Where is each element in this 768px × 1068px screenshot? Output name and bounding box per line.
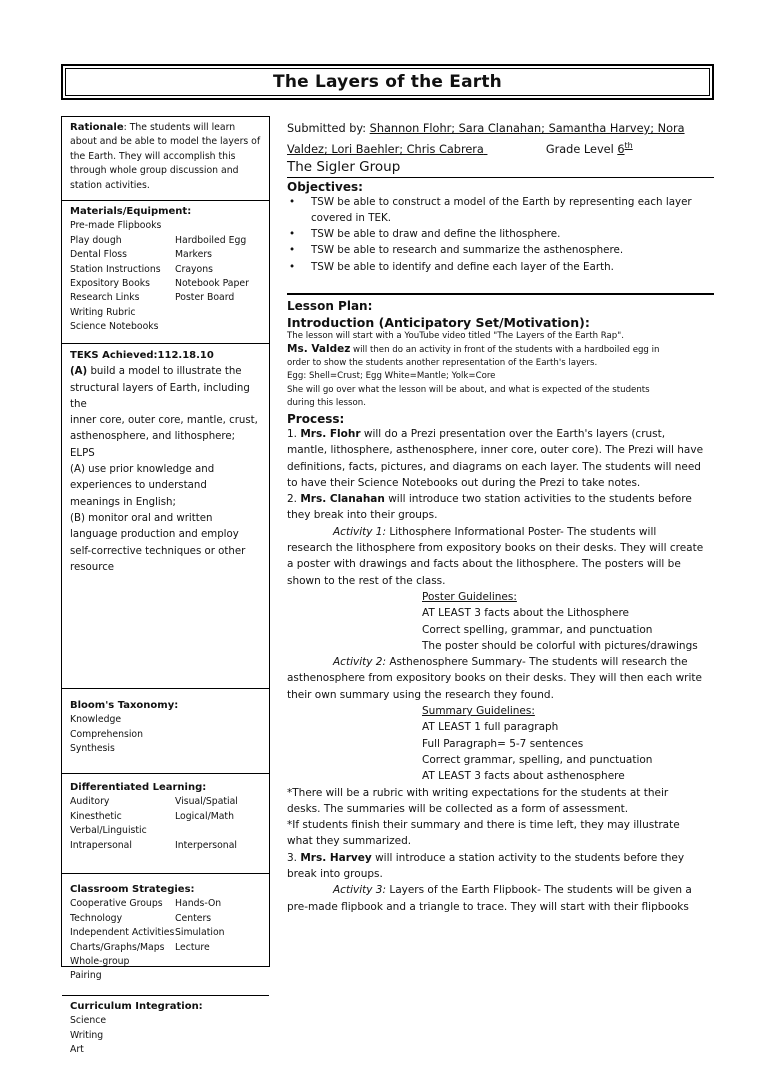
- materials-row: Research Links Poster Board: [70, 292, 235, 304]
- materials-row: Expository Books Notebook Paper: [70, 278, 249, 290]
- submitted-by: Submitted by: Shannon Flohr; Sara Clanahan; Samantha Harvey; Nora Valdez; Lori Baehler; Chris Cabrera Grade Level 6th: [287, 122, 685, 156]
- introduction-text: The lesson will start with a YouTube video titled "The Layers of the Earth Rap". Ms. Valdez will then do an activity in front of the students with a hardboiled egg in order to show the students another representation of the Earth's layers. Egg: Shell=Crust; Egg White=Mantle; Yolk=Core She will go over what the lesson will be about, and what is expected of the students during this lesson.: [287, 330, 660, 408]
- materials-row: Pre-made Flipbooks: [70, 220, 162, 232]
- list-item: Writing: [70, 1029, 104, 1041]
- materials-row: Writing Rubric: [70, 306, 136, 318]
- materials-row: Station Instructions Crayons: [70, 263, 213, 275]
- list-item: Correct grammar, spelling, and punctuation: [422, 753, 653, 766]
- list-item: Full Paragraph= 5-7 sentences: [422, 737, 584, 750]
- introduction-heading: Introduction (Anticipatory Set/Motivation):: [287, 314, 590, 330]
- title-box: [61, 64, 714, 100]
- group-name: The Sigler Group: [287, 158, 401, 175]
- poster-guidelines-heading: Poster Guidelines:: [422, 590, 517, 603]
- curriculum-heading: Curriculum Integration:: [70, 1001, 203, 1012]
- rationale-section: [62, 117, 269, 201]
- materials-heading: Materials/Equipment:: [70, 206, 192, 217]
- list-item: • TSW be able to identify and define each layer of the Earth.: [287, 259, 714, 275]
- blooms-section: [62, 689, 269, 774]
- rationale-heading: Rationale: [70, 122, 124, 133]
- list-item: AT LEAST 3 facts about the Lithosphere: [422, 607, 630, 620]
- rationale-text: : The students will learn about and be able to model the layers of the Earth. They will accomplish this through whole group discussion and station activities.: [70, 122, 261, 191]
- materials-section: [62, 201, 269, 344]
- page-title: The Layers of the Earth: [273, 72, 502, 92]
- strategies-section: Classroom Strategies: Cooperative Groups Hands-On Technology Centers Independent Activities Simulation Charts/Graphs/Maps Lecture Whole-group Pairing: [62, 874, 269, 996]
- strategies-heading: Classroom Strategies:: [70, 884, 195, 895]
- lesson-plan-heading: Lesson Plan:: [287, 298, 373, 313]
- right-column: [287, 120, 714, 915]
- list-item: • TSW be able to research and summarize the asthenosphere.: [287, 242, 714, 258]
- divider: [287, 177, 714, 178]
- left-column: [61, 116, 270, 1056]
- list-item: • TSW be able to construct a model of the Earth by representing each layer covered in TEK.: [287, 194, 714, 226]
- list-item: Comprehension: [70, 728, 143, 740]
- list-item: AT LEAST 3 facts about asthenosphere: [422, 770, 625, 783]
- summary-guidelines-heading: Summary Guidelines:: [422, 705, 535, 718]
- differentiated-section: Differentiated Learning: Auditory Visual/Spatial Kinesthetic Logical/Math Verbal/Linguistic Intrapersonal Interpersonal: [62, 774, 269, 874]
- list-item: Knowledge: [70, 714, 122, 726]
- materials-row: Dental Floss Markers: [70, 249, 212, 261]
- list-item: Art: [70, 1044, 84, 1056]
- grade-level: Grade Level: [545, 142, 618, 156]
- objectives-heading: Objectives:: [287, 179, 363, 194]
- list-item: Synthesis: [70, 743, 115, 755]
- list-item: • TSW be able to draw and define the lithosphere.: [287, 226, 714, 242]
- objectives-list: [287, 194, 714, 275]
- blooms-heading: Bloom's Taxonomy:: [70, 700, 179, 711]
- list-item: Correct spelling, grammar, and punctuation: [422, 623, 653, 636]
- teks-heading: TEKS Achieved:112.18.10: [70, 350, 214, 361]
- differentiated-heading: Differentiated Learning:: [70, 782, 207, 793]
- materials-row: Science Notebooks: [70, 321, 159, 333]
- list-item: The poster should be colorful with pictures/drawings: [422, 639, 698, 652]
- materials-row: Play dough Hardboiled Egg: [70, 234, 247, 246]
- divider: [287, 293, 714, 295]
- process-heading: Process:: [287, 412, 345, 426]
- teks-section: TEKS Achieved:112.18.10 (A) build a model to illustrate the structural layers of Earth, including the inner core, outer core, mantle, crust, asthenosphere, and lithosphere; ELPS (A) use prior knowledge and experiences to understand meanings in English; (B) monitor oral and written language production and employ self-corrective techniques or other resource: [62, 344, 269, 689]
- list-item: Science: [70, 1015, 107, 1027]
- process-text: 1. Mrs. Flohr will do a Prezi presentation over the Earth's layers (crust, mantle, lithosphere, asthenosphere, inner core, outer core). The Prezi will have definitions, facts, pictures, and diagrams on each layer. The students will need to have their Science Notebooks out during the Prezi to take notes. 2. Mrs. Clanahan will introduce two station activities to the students before they break into their groups. Activity 1: Lithosphere Informational Poster- The students will research the lithosphere from expository books on their desks. They will create a poster with drawings and facts about the lithosphere. The posters will be shown to the rest of the class. Poster Guidelines: AT LEAST 3 facts about the Lithosphere Correct spelling, grammar, and punctuation The poster should be colorful with pictures/drawings Activity 2: Asthenosphere Summary- The students will research the asthenosphere from expository books on their desks. They will then each write their own summary using the research they found. Summary Guidelines: AT LEAST 1 full paragraph Full Paragraph= 5-7 sentences Correct grammar, spelling, and punctuation AT LEAST 3 facts about asthenosphere *There will be a rubric with writing expectations for the students at their desks. The summaries will be collected as a form of assessment. *If students finish their summary and there is time left, they may illustrate what they summarized. 3. Mrs. Harvey will introduce a station activity to the students before they break into groups. Activity 3: Layers of the Earth Flipbook- The students will be given a pre-made flipbook and a triangle to trace. They will start with their flipbooks: [287, 426, 714, 915]
- list-item: AT LEAST 1 full paragraph: [422, 721, 559, 734]
- curriculum-section: [62, 996, 269, 1068]
